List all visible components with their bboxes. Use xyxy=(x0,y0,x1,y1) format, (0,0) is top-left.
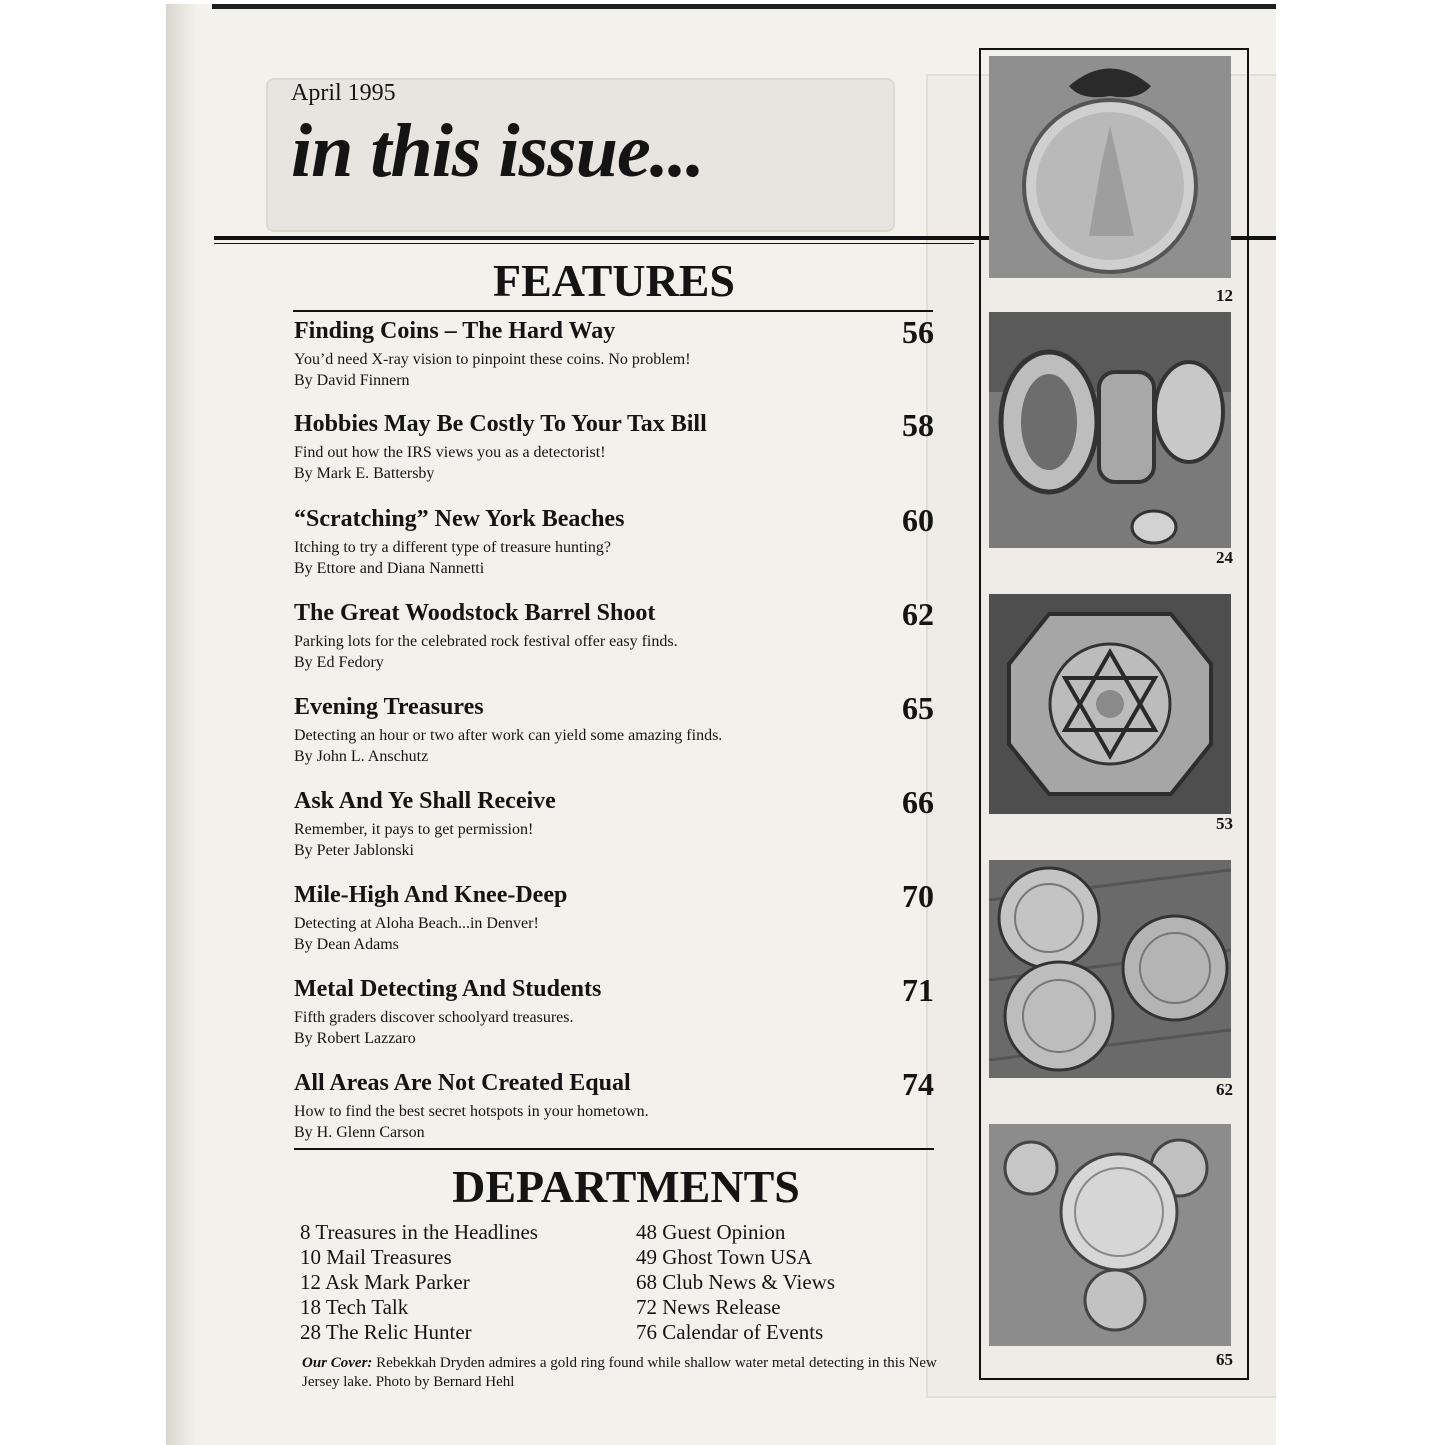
feature-article[interactable] xyxy=(294,784,934,874)
feature-article[interactable] xyxy=(294,972,934,1062)
department-item[interactable] xyxy=(300,1320,538,1345)
article-description: Parking lots for the celebrated rock festival offer easy finds. xyxy=(294,633,678,650)
departments-list-left xyxy=(300,1220,538,1345)
photo-caption: 62 xyxy=(1216,1080,1233,1099)
article-title: Hobbies May Be Costly To Your Tax Bill xyxy=(294,411,707,437)
department-item[interactable] xyxy=(300,1270,538,1295)
article-byline: By David Finnern xyxy=(294,372,410,389)
article-description: Detecting an hour or two after work can yield some amazing finds. xyxy=(294,727,723,744)
issue-date: April 1995 xyxy=(291,80,396,106)
department-item[interactable] xyxy=(300,1295,538,1320)
department-item[interactable] xyxy=(300,1220,538,1245)
article-title: The Great Woodstock Barrel Shoot xyxy=(294,600,656,626)
article-title: Metal Detecting And Students xyxy=(294,976,602,1002)
department-item[interactable] xyxy=(636,1320,835,1345)
article-byline: By Peter Jablonski xyxy=(294,842,414,859)
woodstock-tokens-image xyxy=(989,860,1231,1078)
department-name: News Release xyxy=(662,1295,781,1319)
department-item[interactable] xyxy=(636,1270,835,1295)
article-title: All Areas Are Not Created Equal xyxy=(294,1070,631,1096)
photo-caption: 12 xyxy=(1216,286,1233,305)
department-name: Ask Mark Parker xyxy=(325,1270,470,1294)
feature-article[interactable] xyxy=(294,407,934,497)
article-description: Detecting at Aloha Beach...in Denver! xyxy=(294,915,539,932)
article-byline: By H. Glenn Carson xyxy=(294,1124,425,1141)
medallion-image xyxy=(989,594,1231,814)
article-byline: By Ettore and Diana Nannetti xyxy=(294,560,485,577)
article-page-number: 60 xyxy=(902,502,934,538)
photo-coin-pendant[interactable] xyxy=(989,56,1231,278)
department-page: 76 xyxy=(636,1320,657,1344)
features-heading: FEATURES xyxy=(493,255,735,306)
photo-strip xyxy=(979,48,1249,1380)
department-name: The Relic Hunter xyxy=(325,1320,472,1344)
department-page: 72 xyxy=(636,1295,657,1319)
header-rule-thin xyxy=(214,243,974,244)
features-rule xyxy=(293,310,933,312)
cover-label: Our Cover: xyxy=(302,1355,373,1371)
article-description: Fifth graders discover schoolyard treasures. xyxy=(294,1009,574,1026)
feature-article[interactable] xyxy=(294,596,934,686)
rings-image xyxy=(989,312,1231,548)
feature-article[interactable] xyxy=(294,1066,934,1156)
feature-article[interactable] xyxy=(294,878,934,968)
article-page-number: 70 xyxy=(902,878,934,914)
department-name: Calendar of Events xyxy=(662,1320,824,1344)
article-title: Ask And Ye Shall Receive xyxy=(294,788,556,814)
article-title: “Scratching” New York Beaches xyxy=(294,506,625,532)
department-name: Ghost Town USA xyxy=(662,1245,813,1269)
article-page-number: 56 xyxy=(902,314,934,350)
department-page: 8 xyxy=(300,1220,311,1244)
department-name: Club News & Views xyxy=(662,1270,836,1294)
article-description: You’d need X-ray vision to pinpoint these coins. No problem! xyxy=(294,351,691,368)
photo-caption: 24 xyxy=(1216,548,1233,567)
article-page-number: 71 xyxy=(902,972,934,1008)
department-page: 49 xyxy=(636,1245,657,1269)
magazine-page xyxy=(166,4,1276,1445)
department-name: Treasures in the Headlines xyxy=(315,1220,538,1244)
article-byline: By Mark E. Battersby xyxy=(294,465,435,482)
article-title: Evening Treasures xyxy=(294,694,484,720)
department-page: 68 xyxy=(636,1270,657,1294)
article-description: Find out how the IRS views you as a detectorist! xyxy=(294,444,606,461)
article-byline: By John L. Anschutz xyxy=(294,748,429,765)
department-page: 10 xyxy=(300,1245,321,1269)
photo-medallion[interactable] xyxy=(989,594,1231,814)
article-description: How to find the best secret hotspots in your hometown. xyxy=(294,1103,649,1120)
departments-heading: DEPARTMENTS xyxy=(452,1161,800,1212)
department-name: Tech Talk xyxy=(325,1295,409,1319)
department-page: 28 xyxy=(300,1320,321,1344)
cover-text: Rebekkah Dryden admires a gold ring found while shallow water metal detecting in this New Jersey lake. Photo by Bernard Hehl xyxy=(302,1355,937,1390)
article-page-number: 74 xyxy=(902,1066,934,1102)
page-gutter xyxy=(166,4,196,1445)
feature-article[interactable] xyxy=(294,502,934,592)
department-page: 48 xyxy=(636,1220,657,1244)
article-byline: By Robert Lazzaro xyxy=(294,1030,416,1047)
article-description: Remember, it pays to get permission! xyxy=(294,821,534,838)
photo-caption: 65 xyxy=(1216,1350,1233,1369)
page-top-edge xyxy=(212,4,1276,9)
article-page-number: 62 xyxy=(902,596,934,632)
photo-tokens[interactable] xyxy=(989,860,1231,1078)
department-item[interactable] xyxy=(636,1295,835,1320)
coin-pendant-image xyxy=(989,56,1231,278)
cover-note xyxy=(302,1354,942,1392)
article-page-number: 65 xyxy=(902,690,934,726)
departments-list-right xyxy=(636,1220,835,1345)
department-item[interactable] xyxy=(636,1220,835,1245)
department-name: Mail Treasures xyxy=(326,1245,452,1269)
article-description: Itching to try a different type of treasure hunting? xyxy=(294,539,611,556)
department-item[interactable] xyxy=(300,1245,538,1270)
article-byline: By Ed Fedory xyxy=(294,654,384,671)
article-title: Finding Coins – The Hard Way xyxy=(294,318,616,344)
old-coins-image xyxy=(989,1124,1231,1346)
article-page-number: 58 xyxy=(902,407,934,443)
photo-old-coins[interactable] xyxy=(989,1124,1231,1346)
article-title: Mile-High And Knee-Deep xyxy=(294,882,568,908)
department-name: Guest Opinion xyxy=(662,1220,786,1244)
departments-rule xyxy=(294,1148,934,1150)
feature-article[interactable] xyxy=(294,314,934,404)
photo-rings[interactable] xyxy=(989,312,1231,548)
department-page: 12 xyxy=(300,1270,321,1294)
department-page: 18 xyxy=(300,1295,321,1319)
photo-caption: 53 xyxy=(1216,814,1233,833)
page-title: in this issue... xyxy=(291,109,704,193)
feature-article[interactable] xyxy=(294,690,934,780)
article-byline: By Dean Adams xyxy=(294,936,399,953)
department-item[interactable] xyxy=(636,1245,835,1270)
article-page-number: 66 xyxy=(902,784,934,820)
